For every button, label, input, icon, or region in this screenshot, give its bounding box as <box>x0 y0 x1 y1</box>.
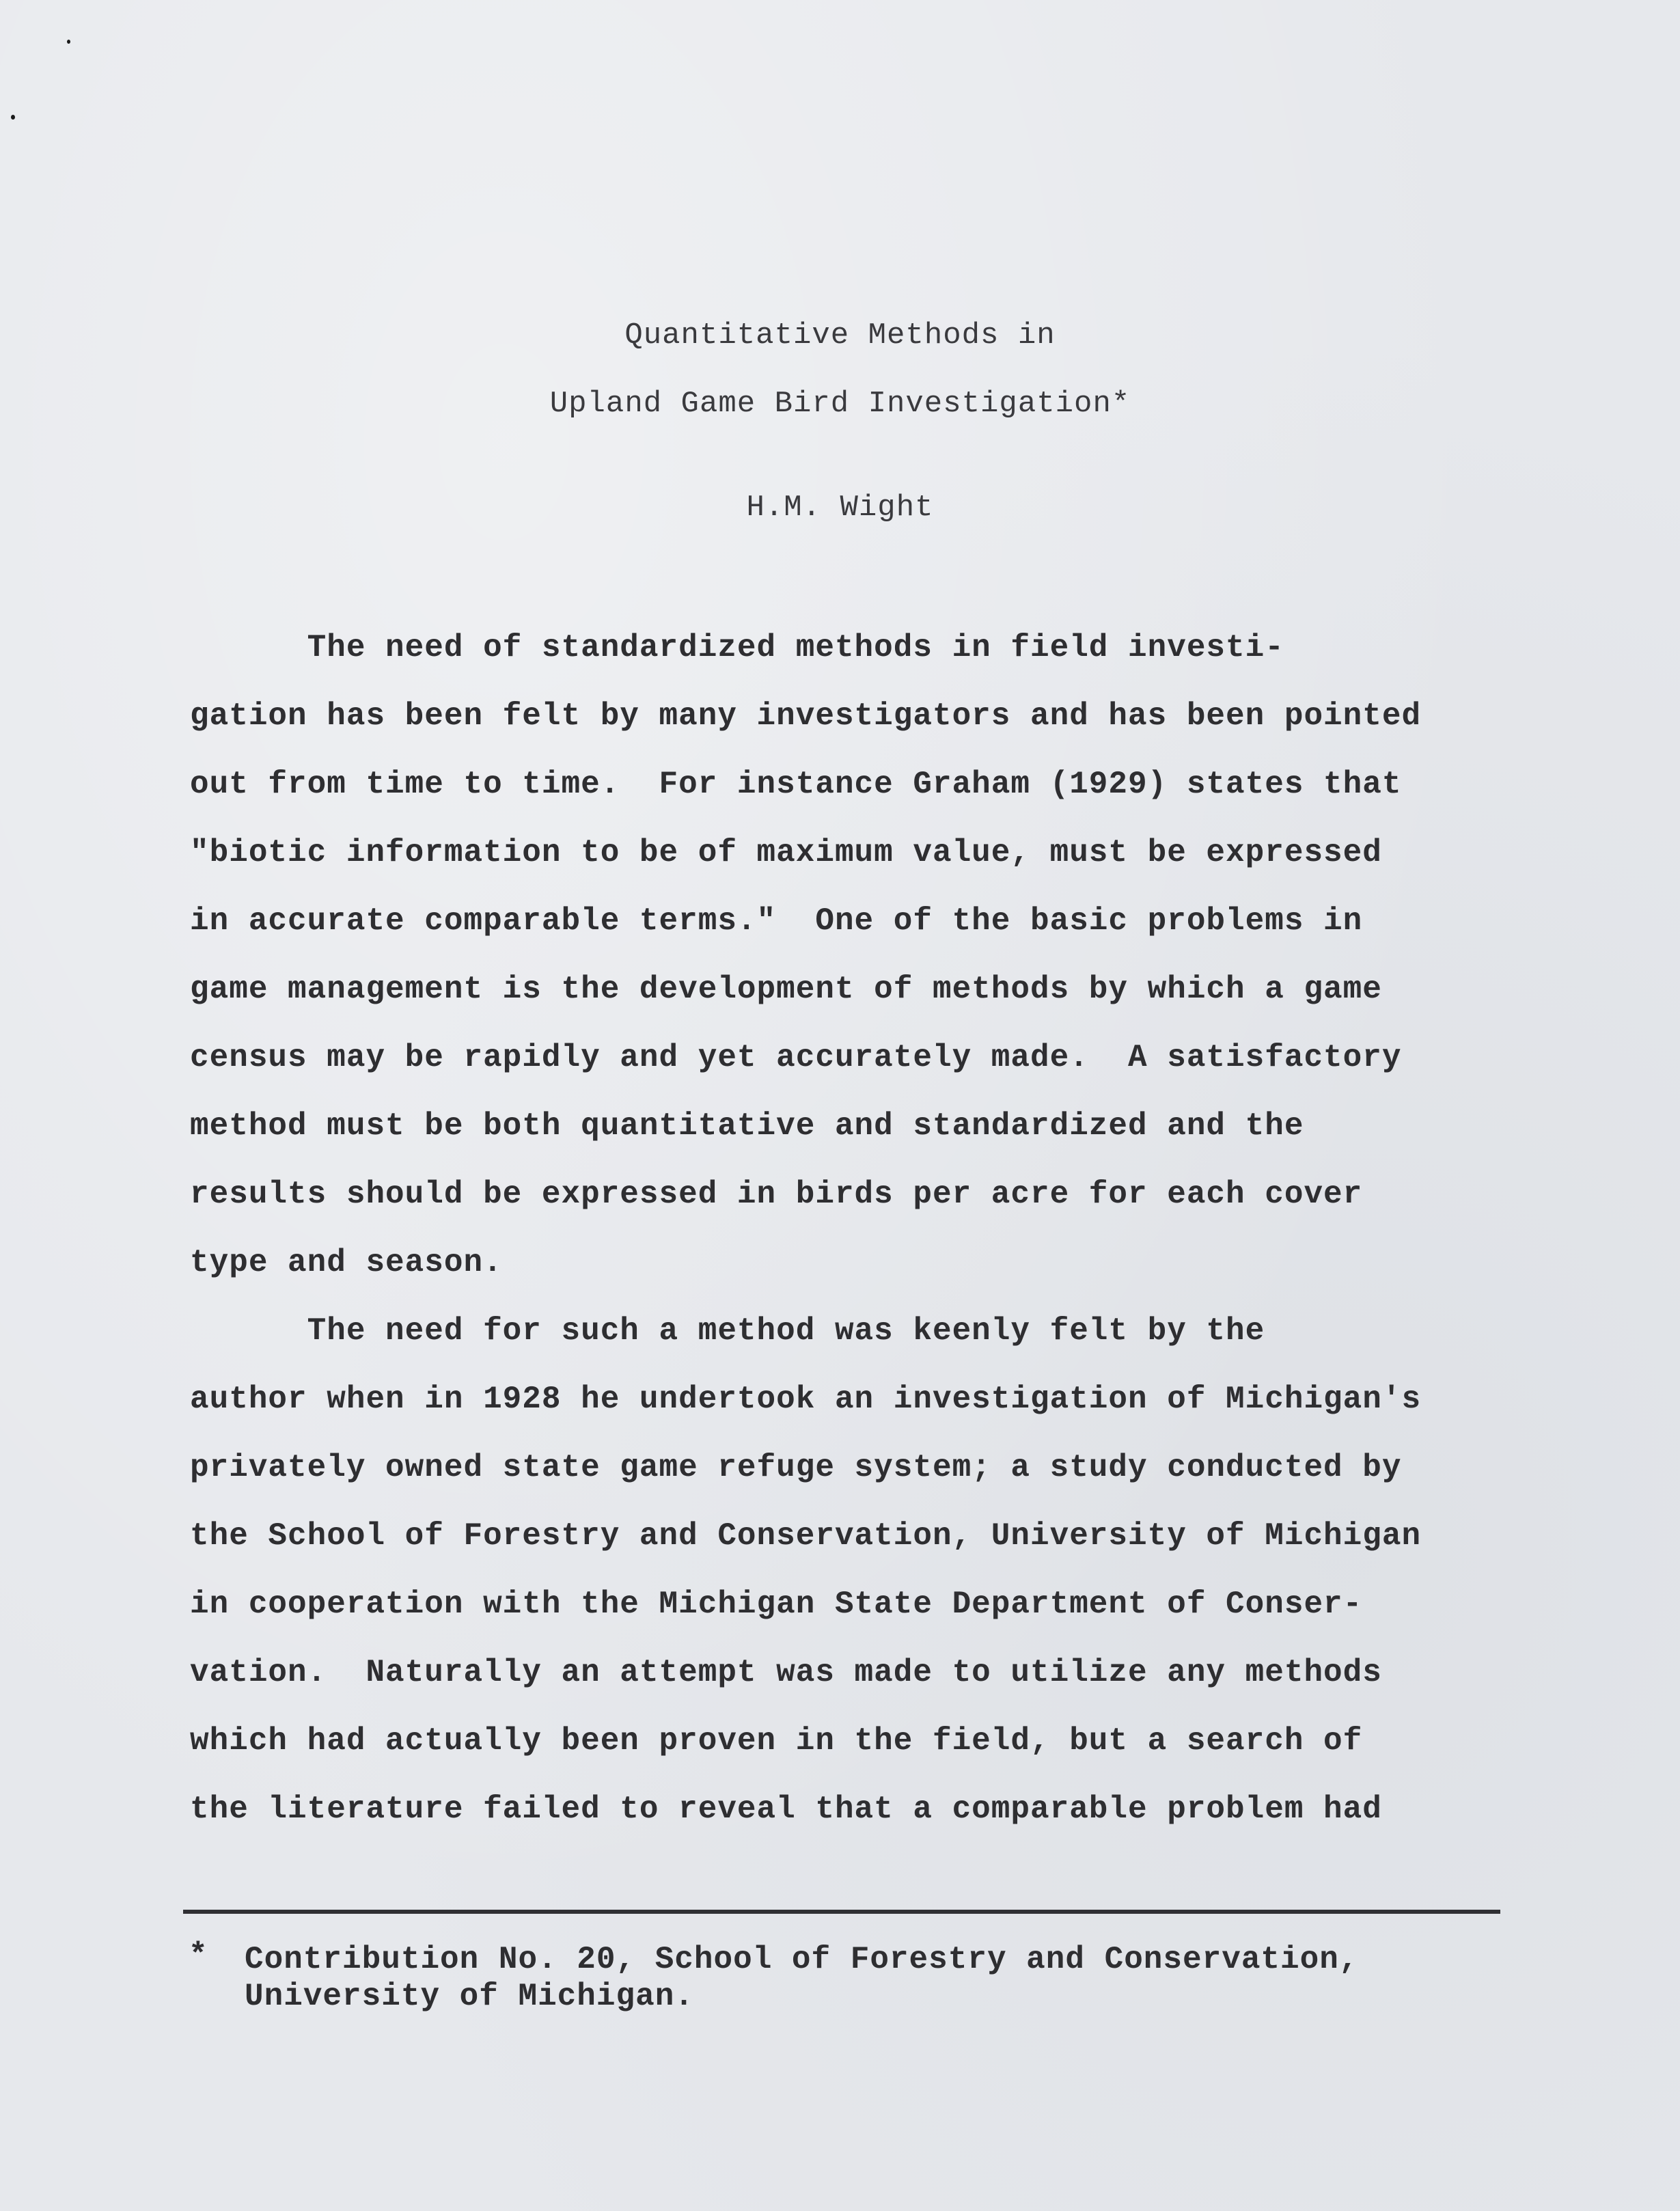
body-line: author when in 1928 he undertook an investigation of Michigan's <box>190 1382 1422 1417</box>
body-line: census may be rapidly and yet accurately made. A satisfactory <box>190 1040 1402 1075</box>
body-line: in cooperation with the Michigan State Department of Conser- <box>190 1587 1363 1622</box>
ink-speck <box>67 40 70 44</box>
footnote-line-2: University of Michigan. <box>245 1979 694 2014</box>
ink-speck <box>11 115 15 120</box>
body-line: method must be both quantitative and standardized and the <box>190 1108 1304 1144</box>
body-line: The need of standardized methods in field investi- <box>190 630 1284 665</box>
body-line: The need for such a method was keenly felt by the <box>190 1313 1265 1349</box>
body-line: the School of Forestry and Conservation, University of Michigan <box>190 1518 1422 1554</box>
footnote-marker: * <box>189 1938 208 1973</box>
document-title-line-2: Upland Game Bird Investigation* <box>549 387 1131 421</box>
body-line: results should be expressed in birds per acre for each cover <box>190 1177 1363 1212</box>
body-line: type and season. <box>190 1245 503 1280</box>
body-line: gation has been felt by many investigators and has been pointed <box>190 698 1422 734</box>
body-line: game management is the development of methods by which a game <box>190 972 1382 1007</box>
footnote-divider <box>183 1910 1500 1914</box>
body-line: "biotic information to be of maximum value, must be expressed <box>190 835 1382 870</box>
body-line: in accurate comparable terms." One of the basic problems in <box>190 903 1363 939</box>
body-line: the literature failed to reveal that a comparable problem had <box>190 1791 1382 1827</box>
body-line: out from time to time. For instance Graham (1929) states that <box>190 767 1402 802</box>
document-author: H.M. Wight <box>746 491 934 525</box>
document-title-line-1: Quantitative Methods in <box>624 318 1056 353</box>
body-line: privately owned state game refuge system; a study conducted by <box>190 1450 1402 1485</box>
body-line: vation. Naturally an attempt was made to utilize any methods <box>190 1655 1382 1690</box>
footnote-line-1: Contribution No. 20, School of Forestry and Conservation, <box>245 1942 1359 1977</box>
body-line: which had actually been proven in the field, but a search of <box>190 1723 1363 1759</box>
